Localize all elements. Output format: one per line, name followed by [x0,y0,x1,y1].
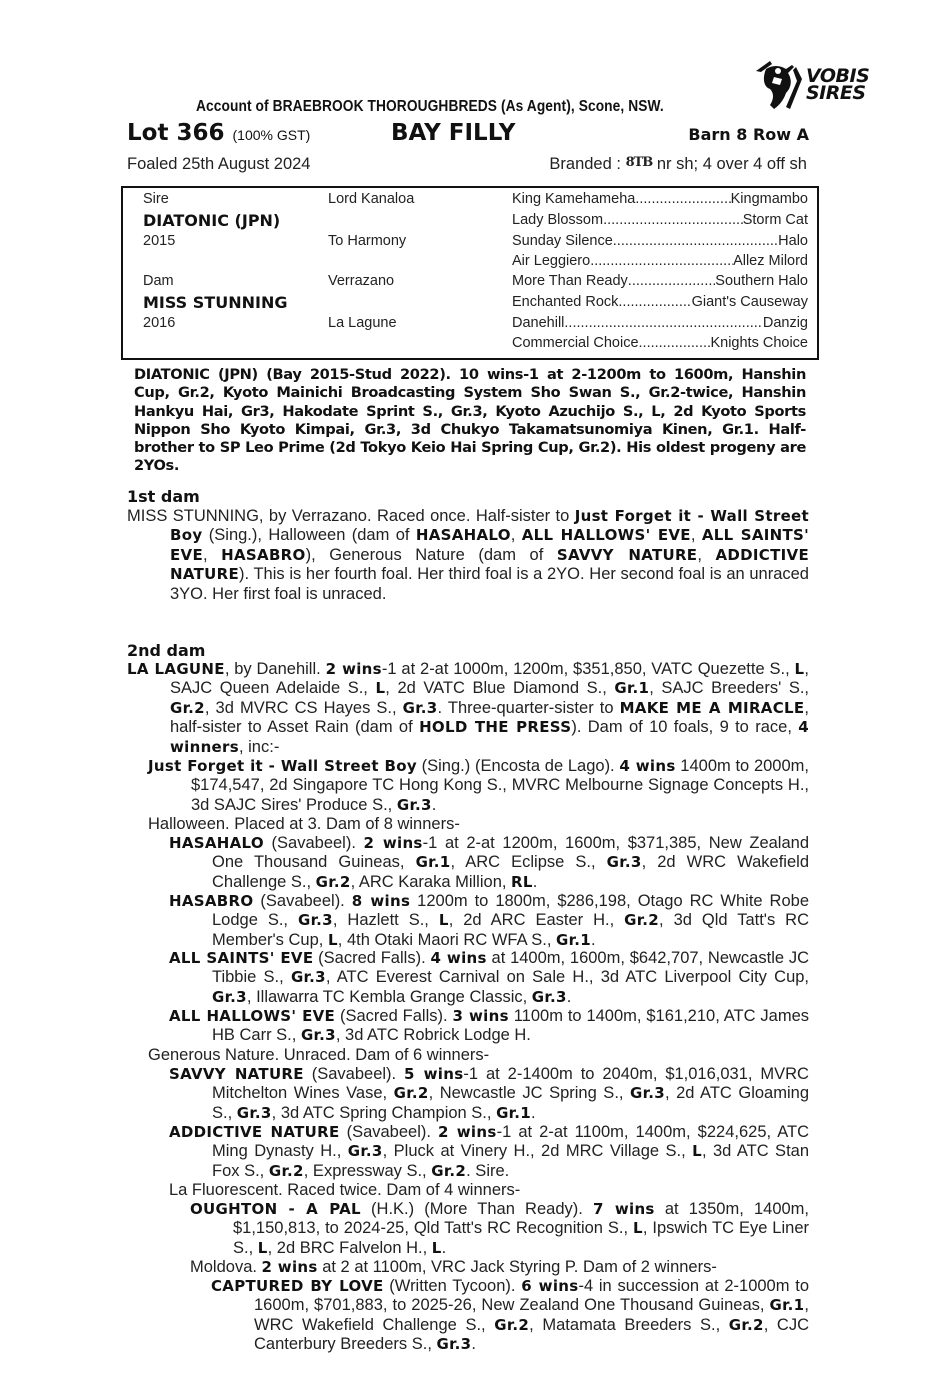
text-run: . [471,1335,476,1354]
text-run: 1400m to 2000m, $174,547, 2d Singapore TC Hong Kong S., MVRC Melbourne Signage Concepts H., 3d SAJC Sires' Produce S., [191,757,809,814]
brand-mark-icon: 8TB [625,155,653,170]
bold-run: 4 winners [170,718,810,756]
text-run: at 2 at 1100m, VRC Jack Styring P. Dam of 2 winners- [317,1258,717,1276]
text-run: , WRC Wakefield Challenge S., [254,1296,809,1334]
bold-run: Gr.3 [531,987,567,1006]
text-run: . Sire. [466,1161,510,1180]
pedigree-table [121,186,819,360]
bold-run: 4 wins [619,757,676,775]
vendor-account: Account of BRAEBROOK THOROUGHBREDS (As Agent), Scone, NSW. [196,98,664,115]
bold-run: L [633,1219,643,1238]
text-run: . [530,1103,536,1122]
bold-run: LA LAGUNE [127,660,225,678]
bold-run: Gr.2 [728,1315,764,1334]
text-run: , 3d ATC Stan Fox S., [212,1142,810,1180]
text-run: , inc:- [238,737,280,756]
sire-summary: DIATONIC (JPN) (Bay 2015-Stud 2022). 10 wins-1 at 2-1200m to 1600m, Hanshin Cup, Gr.2, Kyoto Mainichi Broadcasting System Sho Swan S., Gr.2-twice, Hanshin Hankyu Hai, Gr3, Hakodate Sprint S., Gr.3, Kyoto Azuchijo S., L, 2d Kyoto Sports Nippon Sho Kyoto Kimpai, Gr.3, 3d Chukyo Takamatsunomiya Kinen, Gr.1. Half-brother to SP Leo Prime (2d Tokyo Keio Hai Spring Cup, Gr.2). His oldest progeny are 2YOs. [134,366,806,475]
text-run: , [697,545,716,564]
bold-run: Gr.3 [236,1103,272,1122]
ggp-sire: King Kamehameha [512,191,636,207]
bold-run: Gr.2 [431,1161,467,1180]
branded-detail: nr sh; 4 over 4 off sh [656,155,807,173]
bold-run: Gr.2 [170,698,205,717]
text-run: La Fluorescent. Raced twice. Dam of 4 winners- [169,1181,521,1199]
bold-run: Just Forget it - Wall Street Boy [148,757,417,775]
lot-label: Lot 366 [127,120,225,146]
sire-sire: Lord Kanaloa [328,191,415,207]
text-run: , 3d Qld Tatt's RC Member's Cup, [212,911,809,949]
brand-info [549,155,807,174]
ggp-dam: Southern Halo [715,273,808,289]
text-run: . [532,872,538,891]
bold-run: L [794,660,805,678]
bold-run: ALL HALLOWS' EVE [521,526,691,545]
great-grandparent-row [512,335,808,351]
bold-run: L [257,1238,268,1257]
bold-run: Gr.2 [393,1084,429,1103]
great-grandparent-row [512,294,808,310]
produce-record [148,815,809,834]
text-run: , 3d ATC Robrick Lodge H. [335,1026,531,1045]
text-run: at 1400m, 1600m, $642,707, Newcastle JC Tibbie S., [212,949,809,987]
text-run: ), Generous Nature (dam of [305,545,557,564]
ggp-dam: Halo [778,233,808,249]
text-run: . [566,987,572,1006]
ggp-sire: Air Leggiero [512,253,591,269]
sire-label: Sire [143,191,169,207]
text-run: , 4th Otaki Maori RC WFA S., [337,930,557,949]
bold-run: L [327,930,338,949]
vobis-sires-logo [752,55,884,115]
text-run: , ARC Karaka Million, [350,872,512,891]
bold-run: Just Forget it - Wall Street Boy [170,507,809,545]
bold-run: Gr.1 [769,1296,805,1315]
bold-run: L [375,679,386,698]
bold-run: Gr.3 [290,968,326,987]
text-run: ). Dam of 10 foals, 9 to race, [571,718,799,737]
bold-run: L [431,1238,442,1257]
text-run: , Ipswich TC Eye Liner S., [233,1219,809,1257]
logo-text [806,65,870,104]
ggp-sire: Danehill [512,315,565,331]
text-run: -1 at 2-at 1000m, 1200m, $351,850, VATC Quezette S., [381,660,795,678]
bold-run: OUGHTON - A PAL [190,1200,361,1218]
first-dam-text [127,507,809,604]
dam-year: 2016 [143,315,176,331]
produce-record [148,1046,809,1065]
text-run: , half-sister to Asset Rain (dam of [170,698,810,737]
text-run: (Written Tycoon). [383,1277,522,1295]
produce-record [190,1258,809,1277]
text-run: (Sing.), Halloween (dam of [202,526,416,545]
great-grandparent-row [512,212,808,228]
ggp-sire: Sunday Silence [512,233,613,249]
bold-run: ALL HALLOWS' EVE [169,1007,336,1025]
great-grandparent-row [512,233,808,249]
text-run: , Hazlett S., [332,911,439,930]
barn-location: Barn 8 Row A [688,125,809,144]
text-run: , 3d MVRC CS Hayes S., [204,698,403,717]
text-run: MISS STUNNING, by Verrazano. Raced once. Half-sister to [127,507,575,525]
lot-number [127,120,310,146]
dam-name: MISS STUNNING [143,293,288,312]
bold-run: ALL SAINTS' EVE [169,949,314,967]
text-run: -1 at 2-at 1200m, 1600m, $371,385, New Zealand One Thousand Guineas, [212,834,809,872]
bold-run: Gr.3 [396,795,432,814]
text-run: , CJC Canterbury Breeders S., [254,1315,810,1354]
text-run: -1 at 2-at 1100m, 1400m, $224,625, ATC Ming Dynasty H., [212,1123,810,1161]
bold-run: HOLD THE PRESS [419,718,572,737]
text-run: . [441,1238,447,1257]
text-run: -4 in succession at 2-1000m to 1600m, $701,883, to 2025-26, New Zealand One Thousand Guineas, [254,1277,809,1315]
text-run: , 3d ATC Spring Champion S., [271,1103,497,1122]
leader-dots [628,273,716,289]
text-run: ). This is her fourth foal. Her third foal is a 2YO. Her second foal is an unraced 3YO. Her first foal is unraced. [170,565,809,603]
ggp-dam: Storm Cat [742,212,808,228]
logo-line-1: VOBIS [806,65,870,87]
leader-dots [639,335,711,351]
great-grandparent-row [512,253,808,269]
bold-run: 6 wins [521,1277,579,1295]
produce-record [211,1277,809,1355]
text-run: , [510,526,522,545]
branded-label: Branded : [549,155,621,173]
text-run: , Expressway S., [303,1161,432,1180]
text-run: , SAJC Queen Adelaide S., [170,660,809,698]
lot-title: BAY FILLY [391,120,516,146]
text-run: 1200m to 1800m, $286,198, Otago RC White Robe Lodge S., [212,892,809,930]
text-run: Moldova. [190,1258,262,1276]
text-run: . [431,795,437,814]
foaling-brand-row [127,155,807,177]
leader-dots [603,212,743,228]
great-grandparent-row [512,315,808,331]
ggp-dam: Allez Milord [733,253,808,269]
text-run: (Sacred Falls). [313,949,431,967]
produce-record [169,892,809,950]
great-grandparent-row [512,273,808,289]
second-dam-heading: 2nd dam [127,641,206,660]
produce-record [169,949,809,1007]
bold-run: 4 wins [430,949,487,967]
text-run: Generous Nature. Unraced. Dam of 6 winners- [148,1046,490,1064]
produce-record [148,757,809,815]
text-run: , [690,526,702,545]
bold-run: CAPTURED BY LOVE [211,1277,384,1295]
bold-run: Gr.2 [494,1315,530,1334]
text-run: (Savabeel). [253,892,352,910]
ggp-sire: Lady Blossom [512,212,604,228]
bold-run: 2 wins [438,1123,497,1141]
bold-run: Gr.2 [624,911,660,930]
bold-run: Gr.3 [630,1084,665,1103]
bold-run: SAVVY NATURE [169,1065,304,1083]
text-run: , 2d ARC Easter H., [448,911,625,930]
ggp-dam: Kingmambo [730,191,808,207]
great-grandparent-row [512,191,808,207]
text-run: (Savabeel). [263,834,364,852]
produce-record [169,1007,809,1046]
foaled-date: Foaled 25th August 2024 [127,155,311,173]
text-run: -1 at 2-1400m to 2040m, $1,016,031, MVRC Mitchelton Wines Vase, [212,1065,809,1103]
text-run: (Savabeel). [303,1065,405,1083]
bold-run: 2 wins [261,1258,318,1276]
text-run: at 1350m, 1400m, $1,150,813, to 2024-25, Qld Tatt's RC Recognition S., [233,1200,809,1238]
text-run: , ARC Eclipse S., [450,853,607,872]
produce-record [127,660,809,757]
sire-name: DIATONIC (JPN) [143,211,281,230]
ggp-dam: Danzig [762,315,808,331]
bold-run: Gr.3 [300,1026,336,1045]
text-run: (H.K.) (More Than Ready). [360,1200,593,1218]
text-run: . Three-quarter-sister to [437,698,620,717]
jockey-horse-logo-icon [752,57,804,113]
dam-label: Dam [143,273,174,289]
ggp-sire: Commercial Choice [512,335,639,351]
sire-dam: To Harmony [328,233,407,249]
ggp-sire: More Than Ready [512,273,628,289]
bold-run: Gr.3 [347,1142,383,1161]
produce-record [190,1200,809,1258]
text-run: , SAJC Breeders' S., [649,679,809,698]
text-run: 1100m to 1400m, $161,210, ATC James HB Carr S., [212,1007,809,1045]
bold-run: L [692,1142,702,1161]
leader-dots [613,233,778,249]
bold-run: Gr.3 [402,698,438,717]
bold-run: Gr.1 [614,679,650,698]
text-run: , Illawarra TC Kembla Grange Classic, [246,987,532,1006]
dam-sire: Verrazano [328,273,395,289]
bold-run: 5 wins [404,1065,464,1083]
bold-run: Gr.1 [556,930,591,949]
bold-run: Gr.2 [315,872,351,891]
bold-run: HASAHALO [415,526,511,545]
text-run: , 2d BRC Falvelon H., [267,1238,432,1257]
bold-run: Gr.2 [268,1161,304,1180]
first-dam-heading: 1st dam [127,487,200,506]
text-run: , 2d VATC Blue Diamond S., [385,679,615,698]
leader-dots [618,294,691,310]
leader-dots [590,253,733,269]
bold-run: HASABRO [169,892,254,910]
bold-run: SAVVY NATURE [556,545,698,564]
produce-record [169,1123,809,1181]
sire-year: 2015 [143,233,176,249]
text-run: (Savabeel). [339,1123,439,1141]
bold-run: 3 wins [452,1007,509,1025]
bold-run: MAKE ME A MIRACLE [619,698,805,717]
bold-run: Gr.1 [496,1103,531,1122]
logo-line-2: SIRES [806,82,866,104]
bold-run: ADDICTIVE NATURE [169,1123,340,1141]
ggp-dam: Giant's Causeway [691,294,808,310]
text-run: , 2d WRC Wakefield Challenge S., [212,853,809,891]
ggp-dam: Knights Choice [710,335,808,351]
text-run: (Sacred Falls). [335,1007,453,1025]
bold-run: ADDICTIVE NATURE [170,545,809,584]
dam-dam: La Lagune [328,315,397,331]
bold-run: ALL SAINTS' EVE [170,526,810,564]
bold-run: Gr.3 [297,911,333,930]
text-run: , ATC Everest Carnival on Sale H., 3d ATC Liverpool City Cup, [325,968,809,987]
bold-run: L [438,911,449,930]
text-run: , 2d ATC Gloaming S., [212,1084,809,1122]
bold-run: 2 wins [325,660,382,678]
bold-run: 8 wins [351,892,411,910]
lot-header [127,120,809,152]
text-run: . [590,930,596,949]
bold-run: 2 wins [363,834,423,852]
text-run: , by Danehill. [224,660,326,678]
text-run: , Pluck at Vinery H., 2d MRC Village S., [382,1142,693,1161]
produce-record [169,834,809,892]
leader-dots [564,315,762,331]
produce-record [169,1181,809,1200]
bold-run: Gr.3 [212,987,247,1006]
text-run: , Matamata Breeders S., [529,1315,729,1334]
text-run: Halloween. Placed at 3. Dam of 8 winners- [148,815,460,833]
bold-run: HASAHALO [169,834,264,852]
gst-note: (100% GST) [232,127,311,143]
bold-run: RL [511,872,533,891]
text-run: (Sing.) (Encosta de Lago). [416,757,620,775]
bold-run: 7 wins [593,1200,655,1218]
leader-dots [635,191,730,207]
bold-run: Gr.3 [436,1335,472,1354]
text-run: , [203,545,222,564]
bold-run: Gr.3 [606,853,642,872]
produce-record [169,1065,809,1123]
ggp-sire: Enchanted Rock [512,294,619,310]
text-run: , Newcastle JC Spring S., [428,1084,631,1103]
bold-run: Gr.1 [415,853,451,872]
bold-run: HASABRO [221,545,306,564]
